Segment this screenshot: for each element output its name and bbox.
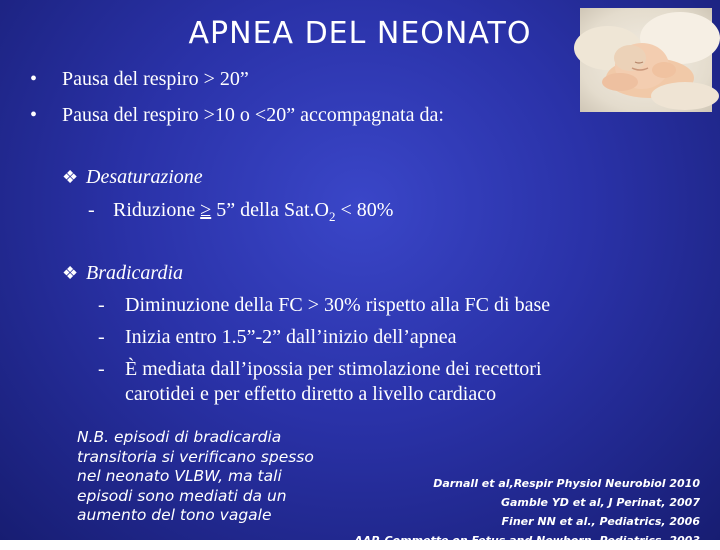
diamond-bullet-icon: ❖ — [62, 263, 79, 283]
dash-marker: - — [98, 326, 105, 348]
reference: AAP, Commette on Fetus and Newborn, Pediatrics, 2003 — [354, 534, 700, 547]
section-heading-desaturazione — [62, 166, 203, 189]
reference: Gamble YD et al, J Perinat, 2007 — [500, 496, 700, 509]
section-heading-text: Desaturazione — [86, 166, 203, 188]
dash-marker: - — [98, 358, 105, 380]
bullet-text: Pausa del respiro > 20” — [62, 68, 249, 90]
sub-item-text: È mediata dall’ipossia per stimolazione dei recettori — [125, 358, 542, 380]
subscript: 2 — [328, 209, 336, 224]
note-text — [77, 428, 314, 526]
sub-item-text: Riduzione ≥ 5” della $Sat.O_2 < 80\%$ — [113, 199, 394, 224]
reference: Finer NN et al., Pediatrics, 2006 — [501, 515, 700, 528]
note-line: aumento del tono vagale — [77, 506, 272, 524]
slide-title: APNEA DEL NEONATO — [188, 16, 532, 51]
dash-marker: - — [88, 199, 95, 221]
section-heading-text: Bradicardia — [86, 262, 184, 284]
sub-item-text: Diminuzione della FC > 30% rispetto alla FC di base — [125, 294, 551, 316]
references — [354, 474, 700, 550]
bullet-marker: • — [30, 68, 38, 90]
reference: Darnall et al,Respir Physiol Neurobiol 2010 — [433, 477, 700, 490]
sub-item-text: Inizia entro 1.5”-2” dall’inizio dell’apnea — [125, 326, 457, 348]
note-line: N.B. episodi di bradicardia — [77, 428, 282, 446]
bullet-text: Pausa del respiro >10 o <20” accompagnata da: — [62, 104, 444, 126]
diamond-bullet-icon: ❖ — [62, 167, 79, 187]
note-line: episodi sono mediati da un — [77, 486, 287, 505]
note-line: nel neonato VLBW, ma tali — [77, 467, 282, 485]
section-heading-bradicardia — [62, 262, 183, 285]
greater-equal-symbol: ≥ — [200, 199, 212, 221]
note-line: transitoria si verificano spesso — [77, 447, 314, 466]
sub-item-text: carotidei e per effetto diretto a livello cardiaco — [125, 383, 497, 405]
bullet-marker: • — [30, 104, 38, 126]
sleeping-baby-photo — [580, 8, 712, 112]
dash-marker: - — [98, 294, 105, 316]
